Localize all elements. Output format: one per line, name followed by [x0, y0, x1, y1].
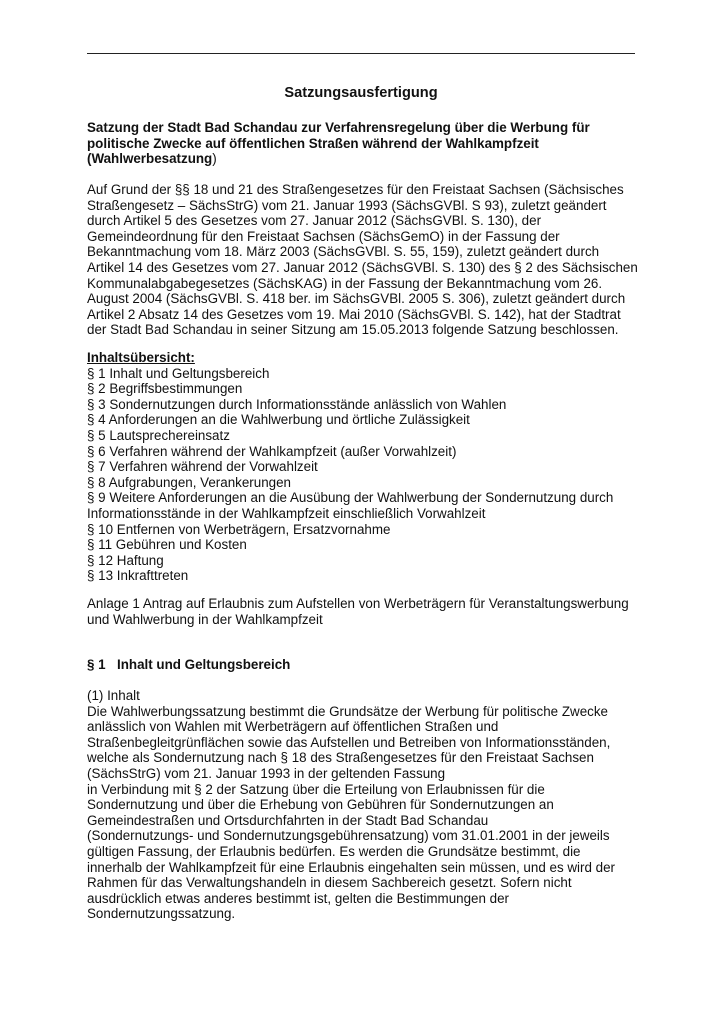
preamble-line: August 2004 (SächsGVBl. S. 418 ber. im SächsGVBl. 2005 S. 306), zuletzt geändert durch	[87, 291, 626, 307]
section-1-heading	[87, 657, 647, 673]
section-title: Inhalt und Geltungsbereich	[117, 657, 291, 672]
preamble-paragraph	[87, 182, 647, 338]
preamble-line: Artikel 14 des Gesetzes vom 27. Januar 2012 (SächsGVBl. S. 130) des § 2 des Sächsischen	[87, 259, 638, 275]
body-line: Sondernutzungssatzung.	[87, 906, 236, 922]
body-line: in Verbindung mit § 2 der Satzung über die Erteilung von Erlaubnissen für die	[87, 781, 545, 797]
annex-note	[87, 596, 647, 627]
statute-heading-line: (Wahlwerbesatzung)	[87, 151, 217, 167]
body-line: Straßenbegleitgrünflächen sowie das Aufstellen und Betreiben von Informationsständen,	[87, 734, 611, 750]
preamble-line: Artikel 2 Absatz 14 des Gesetzes vom 19. Mai 2010 (SächsGVBl. S. 142), hat der Stadtrat	[87, 306, 621, 322]
preamble-line: der Stadt Bad Schandau in seiner Sitzung am 15.05.2013 folgende Satzung beschlossen.	[87, 322, 619, 338]
body-line: (Sondernutzungs- und Sondernutzungsgebührensatzung) vom 31.01.2001 in der jeweils	[87, 828, 610, 844]
statute-heading	[87, 120, 642, 167]
subsection-heading: (1) Inhalt	[87, 688, 140, 703]
table-of-contents	[87, 350, 647, 584]
body-line: (SächsStrG) vom 21. Januar 1993 in der geltenden Fassung	[87, 765, 446, 781]
toc-item: § 1 Inhalt und Geltungsbereich	[87, 365, 270, 381]
toc-title: Inhaltsübersicht:	[87, 350, 195, 365]
toc-item: § 4 Anforderungen an die Wahlwerbung und örtliche Zulässigkeit	[87, 412, 470, 428]
top-rule	[87, 53, 635, 54]
toc-item: § 9 Weitere Anforderungen an die Ausübung der Wahlwerbung der Sondernutzung durch	[87, 490, 614, 506]
body-line: Sondernutzung und über die Erhebung von Gebühren für Sondernutzungen an	[87, 797, 554, 813]
annex-line: Anlage 1 Antrag auf Erlaubnis zum Aufstellen von Werbeträgern für Veranstaltungswerbung	[87, 596, 629, 611]
toc-item: Informationsstände in der Wahlkampfzeit einschließlich Vorwahlzeit	[87, 505, 486, 521]
heading-close-paren: )	[212, 151, 217, 167]
preamble-line: Auf Grund der §§ 18 und 21 des Straßengesetzes für den Freistaat Sachsen (Sächsisches	[87, 182, 624, 197]
section-1-body	[87, 688, 647, 922]
body-line: innerhalb der Wahlkampfzeit für eine Erlaubnis eingehalten sein müssen, und es wird der	[87, 859, 615, 875]
preamble-line: Straßengesetz – SächsStrG) vom 21. Januar 1993 (SächsGVBl. S 93), zuletzt geändert	[87, 197, 607, 213]
toc-item: § 3 Sondernutzungen durch Informationsstände anlässlich von Wahlen	[87, 396, 507, 412]
statute-heading-line: politische Zwecke auf öffentlichen Straßen während der Wahlkampfzeit	[87, 135, 539, 151]
toc-item: § 8 Aufgrabungen, Verankerungen	[87, 474, 292, 490]
statute-heading-line: Satzung der Stadt Bad Schandau zur Verfahrensregelung über die Werbung für	[87, 120, 590, 135]
toc-item: § 10 Entfernen von Werbeträgern, Ersatzvornahme	[87, 521, 391, 537]
preamble-line: Bekanntmachung vom 18. März 2003 (SächsGVBl. S. 55, 159), zuletzt geändert durch	[87, 244, 600, 260]
body-line: Rahmen für das Verwaltungshandeln in diesem Sachbereich gesetzt. Sofern nicht	[87, 875, 572, 891]
body-line: ausdrücklich etwas anderes bestimmt ist, gelten die Bestimmungen der	[87, 890, 510, 906]
toc-item: § 2 Begriffsbestimmungen	[87, 381, 243, 397]
body-line: welche als Sondernutzung nach § 18 des Straßengesetzes für den Freistaat Sachsen	[87, 750, 594, 766]
annex-line: und Wahlwerbung in der Wahlkampfzeit	[87, 611, 323, 627]
body-line: Die Wahlwerbungssatzung bestimmt die Grundsätze der Werbung für politische Zwecke	[87, 703, 608, 719]
toc-item: § 7 Verfahren während der Vorwahlzeit	[87, 459, 318, 475]
section-number: § 1	[87, 657, 106, 672]
toc-item: § 6 Verfahren während der Wahlkampfzeit (außer Vorwahlzeit)	[87, 443, 457, 459]
preamble-line: durch Artikel 5 des Gesetzes vom 27. Januar 2012 (SächsGVBl. S. 130), der	[87, 213, 542, 229]
toc-item: § 12 Haftung	[87, 552, 164, 568]
toc-item: § 5 Lautsprechereinsatz	[87, 427, 230, 443]
document-title: Satzungsausfertigung	[284, 85, 438, 101]
preamble-line: Kommunalabgabegesetzes (SächsKAG) in der Fassung der Bekanntmachung vom 26.	[87, 275, 603, 291]
body-line: anlässlich von Wahlen mit Werbeträgern auf öffentlichen Straßen und	[87, 719, 499, 735]
toc-item: § 11 Gebühren und Kosten	[87, 537, 247, 553]
preamble-line: Gemeindeordnung für den Freistaat Sachsen (SächsGemO) in der Fassung der	[87, 228, 560, 244]
toc-item: § 13 Inkrafttreten	[87, 568, 189, 584]
body-line: gültigen Fassung, der Erlaubnis bedürfen. Es werden die Grundsätze bestimmt, die	[87, 843, 581, 859]
body-line: Gemeindestraßen und Ortsdurchfahrten in der Stadt Bad Schandau	[87, 812, 489, 828]
